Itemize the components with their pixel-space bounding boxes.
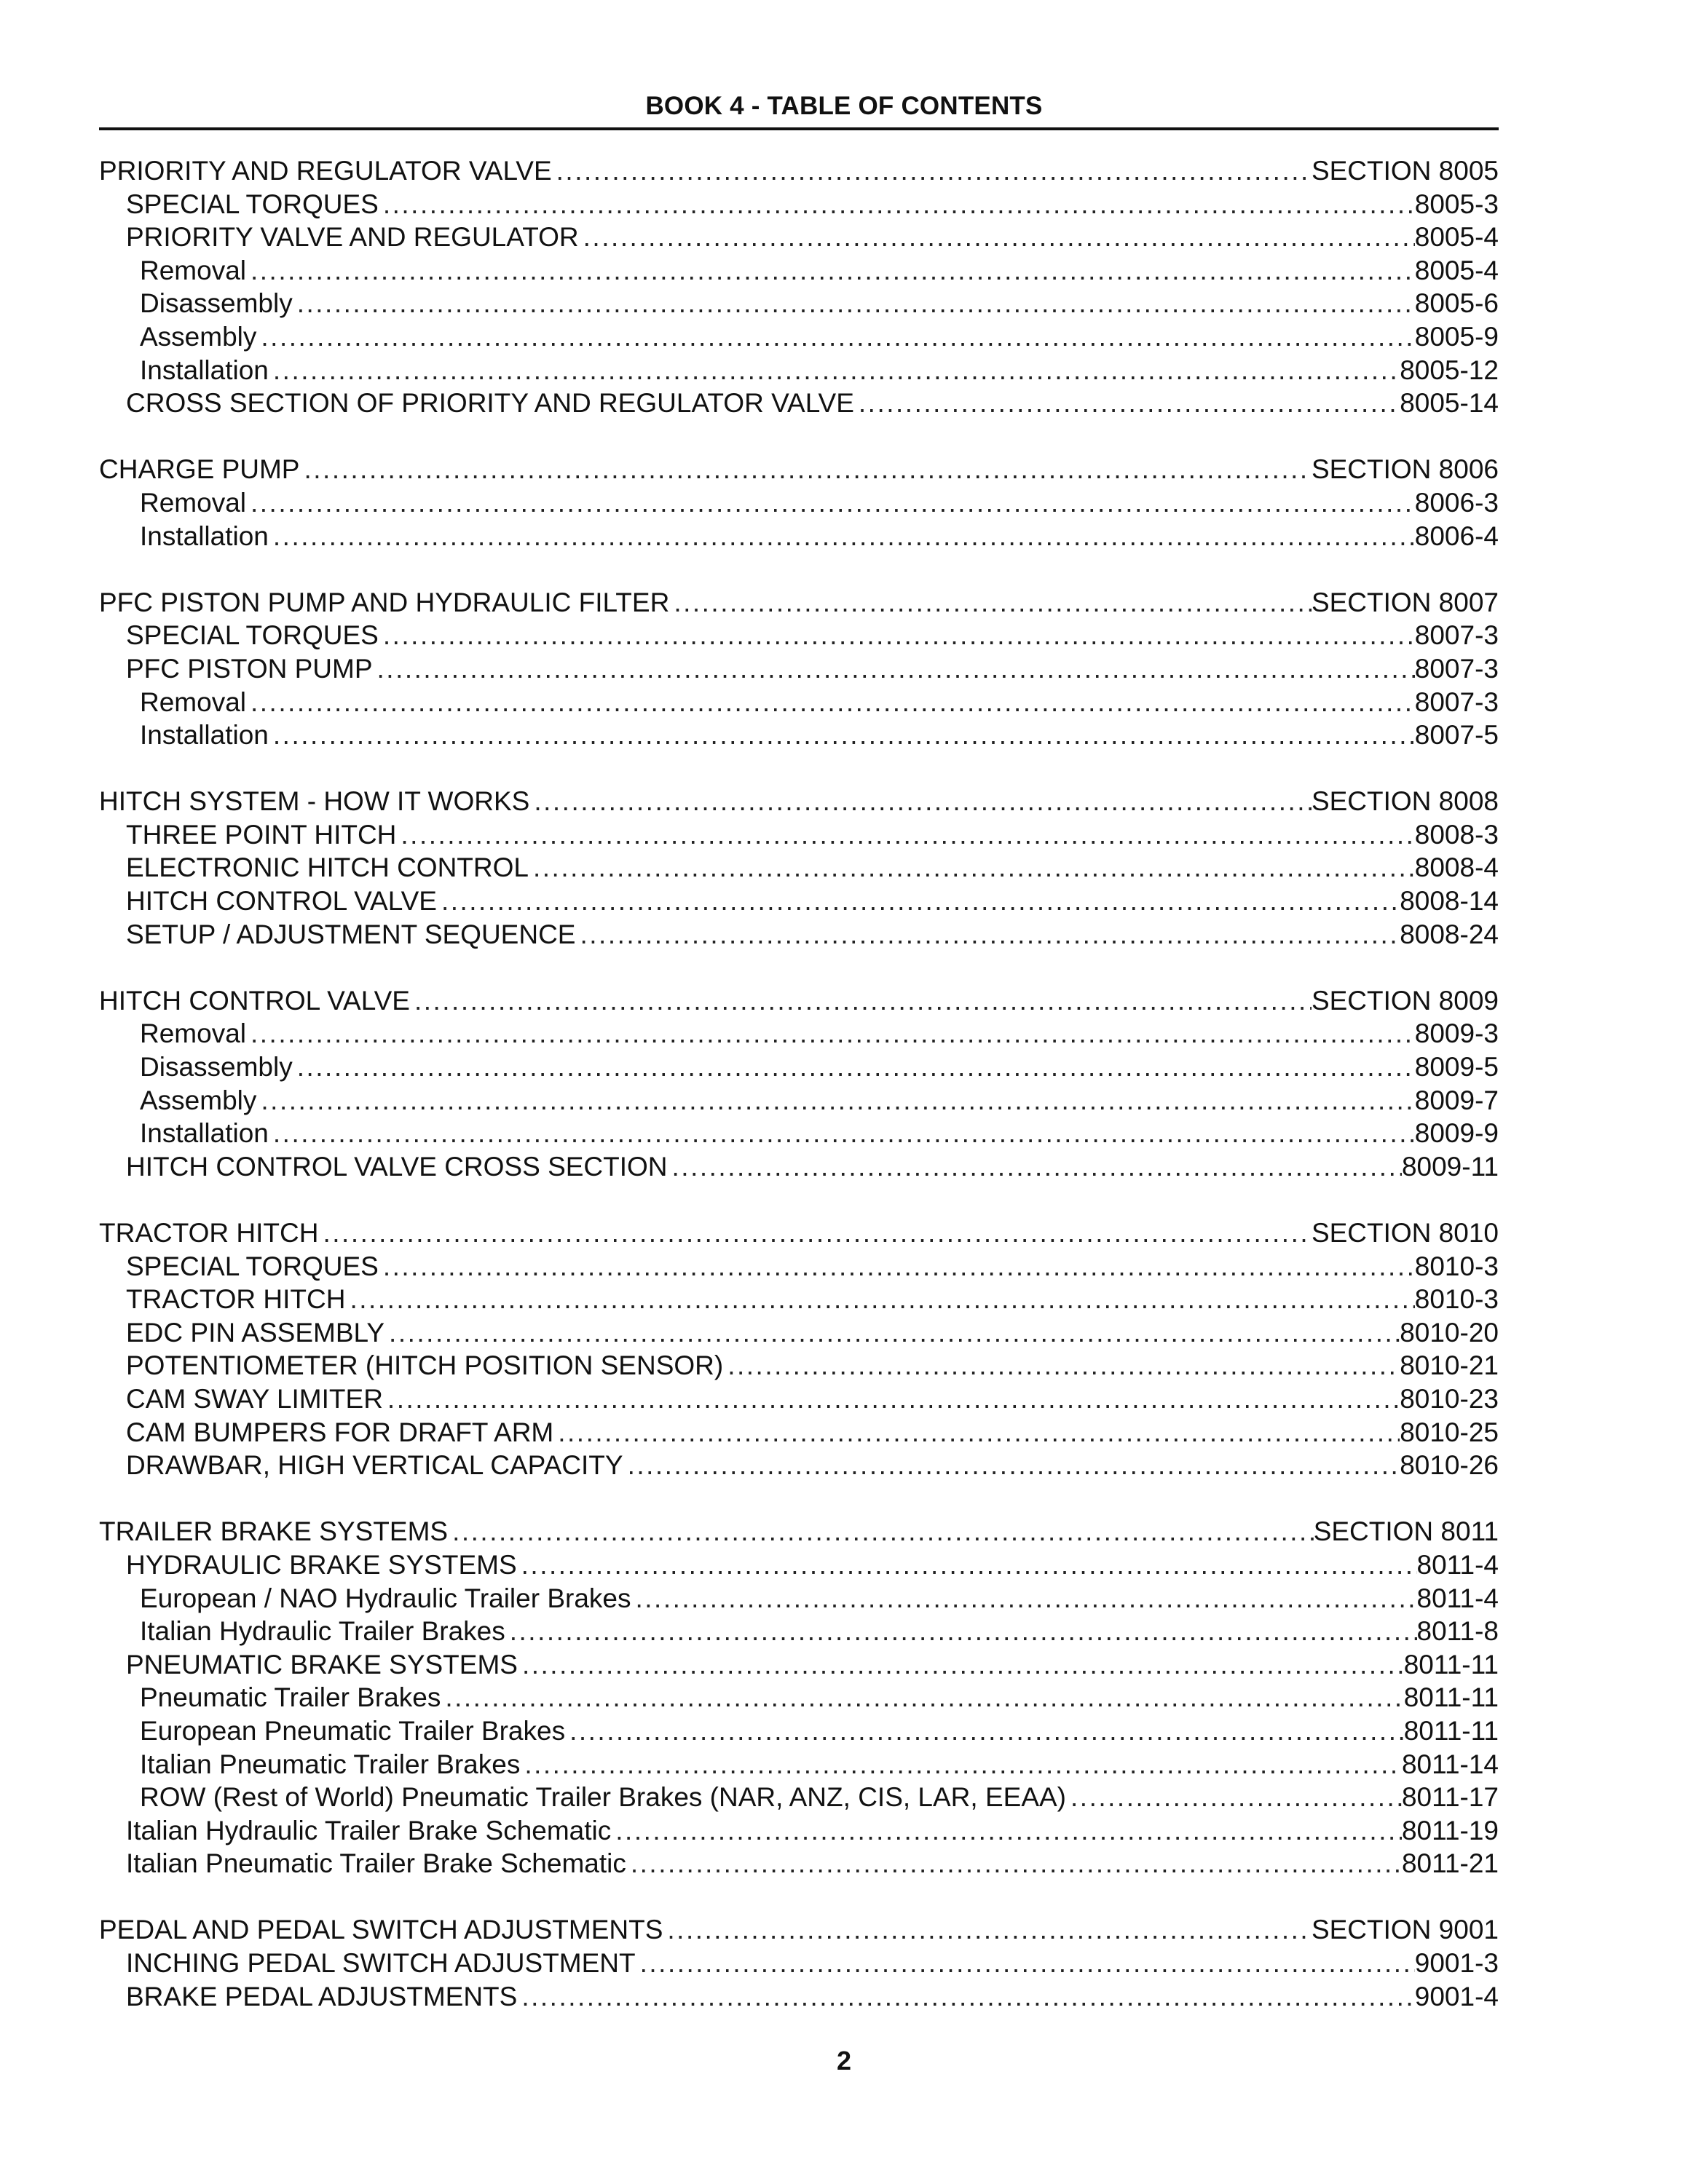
table-of-contents: [99, 154, 1499, 2046]
toc-entry-label: Assembly: [140, 1085, 257, 1115]
page-number: 2: [836, 2046, 852, 2076]
toc-entry: [99, 686, 1499, 719]
toc-entry-label: CHARGE PUMP: [99, 454, 300, 485]
toc-section-heading: [99, 1913, 1499, 1947]
toc-entry: [99, 1648, 1499, 1682]
toc-page-ref: 8007-5: [1414, 720, 1499, 751]
toc-page-ref: SECTION 8009: [1311, 985, 1499, 1016]
dot-leader: [269, 1117, 1415, 1150]
dot-leader: [623, 1449, 1400, 1482]
toc-page-ref: 8011-19: [1401, 1815, 1499, 1845]
toc-entry-label: Installation: [140, 521, 269, 551]
toc-section-heading: [99, 1515, 1499, 1548]
toc-page-ref: SECTION 8005: [1311, 156, 1499, 186]
dot-leader: [723, 1349, 1400, 1382]
dot-leader: [611, 1814, 1402, 1848]
dot-leader: [379, 188, 1415, 221]
toc-section-group: [99, 785, 1499, 951]
toc-entry-label: SETUP / ADJUSTMENT SEQUENCE: [126, 919, 576, 949]
toc-page-ref: 8005-4: [1414, 222, 1499, 253]
dot-leader: [626, 1847, 1402, 1880]
toc-entry: [99, 619, 1499, 652]
toc-page-ref: 8011-4: [1416, 1583, 1499, 1613]
toc-page-ref: 8011-21: [1401, 1848, 1499, 1879]
dot-leader: [441, 1681, 1403, 1714]
toc-entry: [99, 1349, 1499, 1382]
toc-entry: [99, 188, 1499, 221]
dot-leader: [379, 619, 1415, 652]
toc-entry-label: Removal: [140, 687, 246, 717]
toc-page-ref: 8011-17: [1401, 1782, 1499, 1813]
toc-page-ref: 8009-11: [1401, 1151, 1499, 1182]
toc-page-ref: 8007-3: [1414, 653, 1499, 684]
dot-leader: [529, 851, 1415, 885]
toc-entry-label: HITCH CONTROL VALVE: [99, 985, 410, 1016]
toc-entry: [99, 1582, 1499, 1615]
toc-entry-label: ROW (Rest of World) Pneumatic Trailer Brakes (NAR, ANZ, CIS, LAR, EEAA): [140, 1782, 1067, 1813]
dot-leader: [293, 287, 1415, 320]
dot-leader: [246, 686, 1415, 719]
toc-section-heading: [99, 586, 1499, 620]
toc-section-heading: [99, 984, 1499, 1018]
toc-page-ref: SECTION 8010: [1311, 1218, 1499, 1248]
toc-section-heading: [99, 453, 1499, 486]
toc-page-ref: 8010-3: [1414, 1251, 1499, 1281]
dot-leader: [345, 1283, 1414, 1316]
toc-entry-label: SPECIAL TORQUES: [126, 1251, 379, 1281]
toc-entry: [99, 320, 1499, 354]
dot-leader: [579, 221, 1415, 254]
toc-page-ref: 8010-25: [1400, 1417, 1499, 1447]
dot-leader: [269, 719, 1415, 752]
toc-entry: [99, 1748, 1499, 1781]
toc-entry-label: DRAWBAR, HIGH VERTICAL CAPACITY: [126, 1450, 623, 1481]
toc-entry-label: BRAKE PEDAL ADJUSTMENTS: [126, 1981, 518, 2011]
dot-leader: [1066, 1781, 1402, 1814]
dot-leader: [269, 354, 1400, 387]
toc-page-ref: SECTION 8007: [1311, 587, 1499, 617]
toc-entry-label: Installation: [140, 1118, 269, 1149]
dot-leader: [256, 1084, 1414, 1117]
toc-section-heading: [99, 1216, 1499, 1250]
toc-entry-label: HITCH CONTROL VALVE CROSS SECTION: [126, 1151, 668, 1182]
toc-page-ref: 8007-3: [1414, 687, 1499, 717]
toc-page-ref: 9001-4: [1414, 1981, 1499, 2011]
toc-entry-label: PRIORITY AND REGULATOR VALVE: [99, 156, 552, 186]
toc-page-ref: 8011-11: [1403, 1649, 1499, 1679]
toc-entry-label: TRAILER BRAKE SYSTEMS: [99, 1516, 449, 1547]
toc-entry: [99, 1283, 1499, 1316]
dot-leader: [299, 453, 1311, 486]
dot-leader: [379, 1250, 1415, 1283]
toc-entry-label: HYDRAULIC BRAKE SYSTEMS: [126, 1549, 517, 1580]
toc-page-ref: 8010-23: [1400, 1383, 1499, 1414]
toc-page-ref: 8009-5: [1414, 1052, 1499, 1083]
toc-entry-label: POTENTIOMETER (HITCH POSITION SENSOR): [126, 1350, 724, 1381]
toc-page-ref: 8006-3: [1414, 487, 1499, 518]
dot-leader: [318, 1216, 1311, 1250]
toc-entry: [99, 719, 1499, 752]
dot-leader: [293, 1051, 1415, 1084]
toc-entry-label: Italian Hydraulic Trailer Brakes: [140, 1616, 505, 1647]
toc-page-ref: SECTION 9001: [1311, 1915, 1499, 1945]
toc-entry: [99, 1250, 1499, 1283]
toc-section-group: [99, 453, 1499, 553]
toc-entry: [99, 1847, 1499, 1880]
toc-page-ref: 8010-3: [1414, 1284, 1499, 1315]
toc-entry-label: Italian Hydraulic Trailer Brake Schematic: [126, 1815, 612, 1845]
toc-page-ref: 8006-4: [1414, 521, 1499, 551]
toc-entry: [99, 918, 1499, 951]
toc-entry-label: EDC PIN ASSEMBLY: [126, 1317, 385, 1348]
toc-entry: [99, 1615, 1499, 1648]
toc-page-ref: 8008-4: [1414, 852, 1499, 883]
dot-leader: [396, 818, 1414, 852]
toc-entry-label: European / NAO Hydraulic Trailer Brakes: [140, 1583, 631, 1613]
toc-entry-label: Disassembly: [140, 1052, 293, 1083]
dot-leader: [565, 1714, 1404, 1748]
toc-entry: [99, 1947, 1499, 1980]
toc-entry: [99, 1084, 1499, 1117]
toc-entry-label: SPECIAL TORQUES: [126, 620, 379, 651]
dot-leader: [384, 1316, 1400, 1350]
toc-section-group: [99, 1913, 1499, 2013]
dot-leader: [246, 1017, 1415, 1051]
toc-entry-label: TRACTOR HITCH: [99, 1218, 319, 1248]
toc-entry: [99, 354, 1499, 387]
toc-entry: [99, 1051, 1499, 1084]
toc-entry-label: PFC PISTON PUMP: [126, 653, 373, 684]
toc-entry: [99, 885, 1499, 918]
toc-entry-label: Installation: [140, 720, 269, 751]
toc-entry: [99, 652, 1499, 686]
dot-leader: [668, 1150, 1402, 1184]
toc-page-ref: 8005-14: [1400, 388, 1499, 419]
dot-leader: [631, 1582, 1417, 1615]
toc-page-ref: 8005-6: [1414, 288, 1499, 319]
toc-page-ref: 8005-4: [1414, 255, 1499, 285]
toc-entry-label: PEDAL AND PEDAL SWITCH ADJUSTMENTS: [99, 1915, 663, 1945]
toc-entry-label: INCHING PEDAL SWITCH ADJUSTMENT: [126, 1948, 636, 1979]
toc-entry-label: Italian Pneumatic Trailer Brake Schematic: [126, 1848, 626, 1879]
toc-page-ref: 8011-4: [1416, 1549, 1499, 1580]
toc-entry-label: PNEUMATIC BRAKE SYSTEMS: [126, 1649, 518, 1679]
toc-entry-label: Disassembly: [140, 288, 293, 319]
toc-section-group: [99, 154, 1499, 420]
toc-page-ref: SECTION 8008: [1311, 786, 1499, 817]
toc-section-group: [99, 1515, 1499, 1880]
dot-leader: [517, 1980, 1414, 2014]
toc-page-ref: 8008-3: [1414, 819, 1499, 850]
toc-entry-label: Italian Pneumatic Trailer Brakes: [140, 1749, 521, 1779]
toc-page-ref: 8008-14: [1400, 886, 1499, 917]
toc-entry: [99, 1017, 1499, 1051]
toc-entry-label: ELECTRONIC HITCH CONTROL: [126, 852, 529, 883]
toc-entry-label: SPECIAL TORQUES: [126, 189, 379, 219]
toc-entry-label: CAM SWAY LIMITER: [126, 1383, 383, 1414]
toc-entry: [99, 1382, 1499, 1416]
toc-entry-label: Removal: [140, 487, 246, 518]
toc-entry: [99, 1681, 1499, 1714]
toc-entry: [99, 1781, 1499, 1814]
toc-entry: [99, 818, 1499, 852]
toc-entry: [99, 221, 1499, 254]
dot-leader: [437, 885, 1400, 918]
dot-leader: [636, 1947, 1415, 1980]
toc-entry-label: Installation: [140, 355, 269, 385]
toc-section-group: [99, 1216, 1499, 1482]
dot-leader: [518, 1648, 1404, 1682]
toc-entry-label: European Pneumatic Trailer Brakes: [140, 1715, 566, 1746]
toc-section-heading: [99, 154, 1499, 188]
toc-page-ref: 9001-3: [1414, 1948, 1499, 1979]
dot-leader: [383, 1382, 1400, 1416]
dot-leader: [663, 1913, 1312, 1947]
dot-leader: [505, 1615, 1417, 1648]
toc-page-ref: 8010-26: [1400, 1450, 1499, 1481]
dot-leader: [575, 918, 1400, 951]
dot-leader: [269, 520, 1415, 553]
toc-entry: [99, 851, 1499, 885]
toc-entry-label: TRACTOR HITCH: [126, 1284, 346, 1315]
toc-entry: [99, 486, 1499, 520]
toc-entry: [99, 1117, 1499, 1150]
toc-page-ref: 8009-9: [1414, 1118, 1499, 1149]
toc-entry: [99, 1416, 1499, 1449]
dot-leader: [520, 1748, 1402, 1781]
document-title: BOOK 4 - TABLE OF CONTENTS: [645, 92, 1043, 120]
toc-entry-label: Removal: [140, 1018, 246, 1049]
toc-page-ref: 8011-11: [1403, 1715, 1499, 1746]
toc-page-ref: 8010-21: [1400, 1350, 1499, 1381]
toc-section-group: [99, 984, 1499, 1184]
toc-entry: [99, 1980, 1499, 2014]
dot-leader: [373, 652, 1415, 686]
toc-page-ref: 8008-24: [1400, 919, 1499, 949]
toc-entry-label: Assembly: [140, 321, 257, 352]
toc-entry: [99, 1814, 1499, 1848]
toc-entry: [99, 1316, 1499, 1350]
toc-entry: [99, 1449, 1499, 1482]
toc-page-ref: 8011-11: [1403, 1682, 1499, 1713]
toc-page-ref: 8005-12: [1400, 355, 1499, 385]
toc-page-ref: 8009-7: [1414, 1085, 1499, 1115]
dot-leader: [553, 1416, 1400, 1449]
toc-page-ref: 8011-14: [1401, 1749, 1499, 1779]
dot-leader: [448, 1515, 1314, 1548]
toc-entry: [99, 520, 1499, 553]
toc-entry-label: THREE POINT HITCH: [126, 819, 397, 850]
toc-page-ref: 8010-20: [1400, 1317, 1499, 1348]
toc-entry-label: PRIORITY VALVE AND REGULATOR: [126, 222, 579, 253]
toc-page-ref: 8011-8: [1416, 1616, 1499, 1647]
toc-entry: [99, 287, 1499, 320]
dot-leader: [410, 984, 1312, 1018]
toc-entry-label: HITCH SYSTEM - HOW IT WORKS: [99, 786, 530, 817]
dot-leader: [256, 320, 1414, 354]
toc-entry: [99, 1150, 1499, 1184]
dot-leader: [246, 254, 1415, 288]
dot-leader: [529, 785, 1312, 818]
toc-entry: [99, 387, 1499, 420]
toc-section-heading: [99, 785, 1499, 818]
toc-page-ref: SECTION 8006: [1311, 454, 1499, 485]
toc-page-ref: 8007-3: [1414, 620, 1499, 651]
toc-entry-label: HITCH CONTROL VALVE: [126, 886, 437, 917]
toc-page-ref: 8009-3: [1414, 1018, 1499, 1049]
toc-section-group: [99, 586, 1499, 752]
toc-entry-label: CAM BUMPERS FOR DRAFT ARM: [126, 1417, 554, 1447]
toc-page-ref: SECTION 8011: [1313, 1516, 1499, 1547]
dot-leader: [246, 486, 1415, 520]
toc-page-ref: 8005-9: [1414, 321, 1499, 352]
toc-entry-label: CROSS SECTION OF PRIORITY AND REGULATOR VALVE: [126, 388, 854, 419]
toc-entry: [99, 1548, 1499, 1582]
toc-entry: [99, 254, 1499, 288]
title-underline: [99, 127, 1499, 130]
toc-page-ref: 8005-3: [1414, 189, 1499, 219]
dot-leader: [552, 154, 1312, 188]
toc-entry-label: PFC PISTON PUMP AND HYDRAULIC FILTER: [99, 587, 670, 617]
dot-leader: [517, 1548, 1417, 1582]
toc-entry-label: Pneumatic Trailer Brakes: [140, 1682, 441, 1713]
dot-leader: [669, 586, 1312, 620]
toc-entry-label: Removal: [140, 255, 246, 285]
dot-leader: [854, 387, 1400, 420]
toc-entry: [99, 1714, 1499, 1748]
